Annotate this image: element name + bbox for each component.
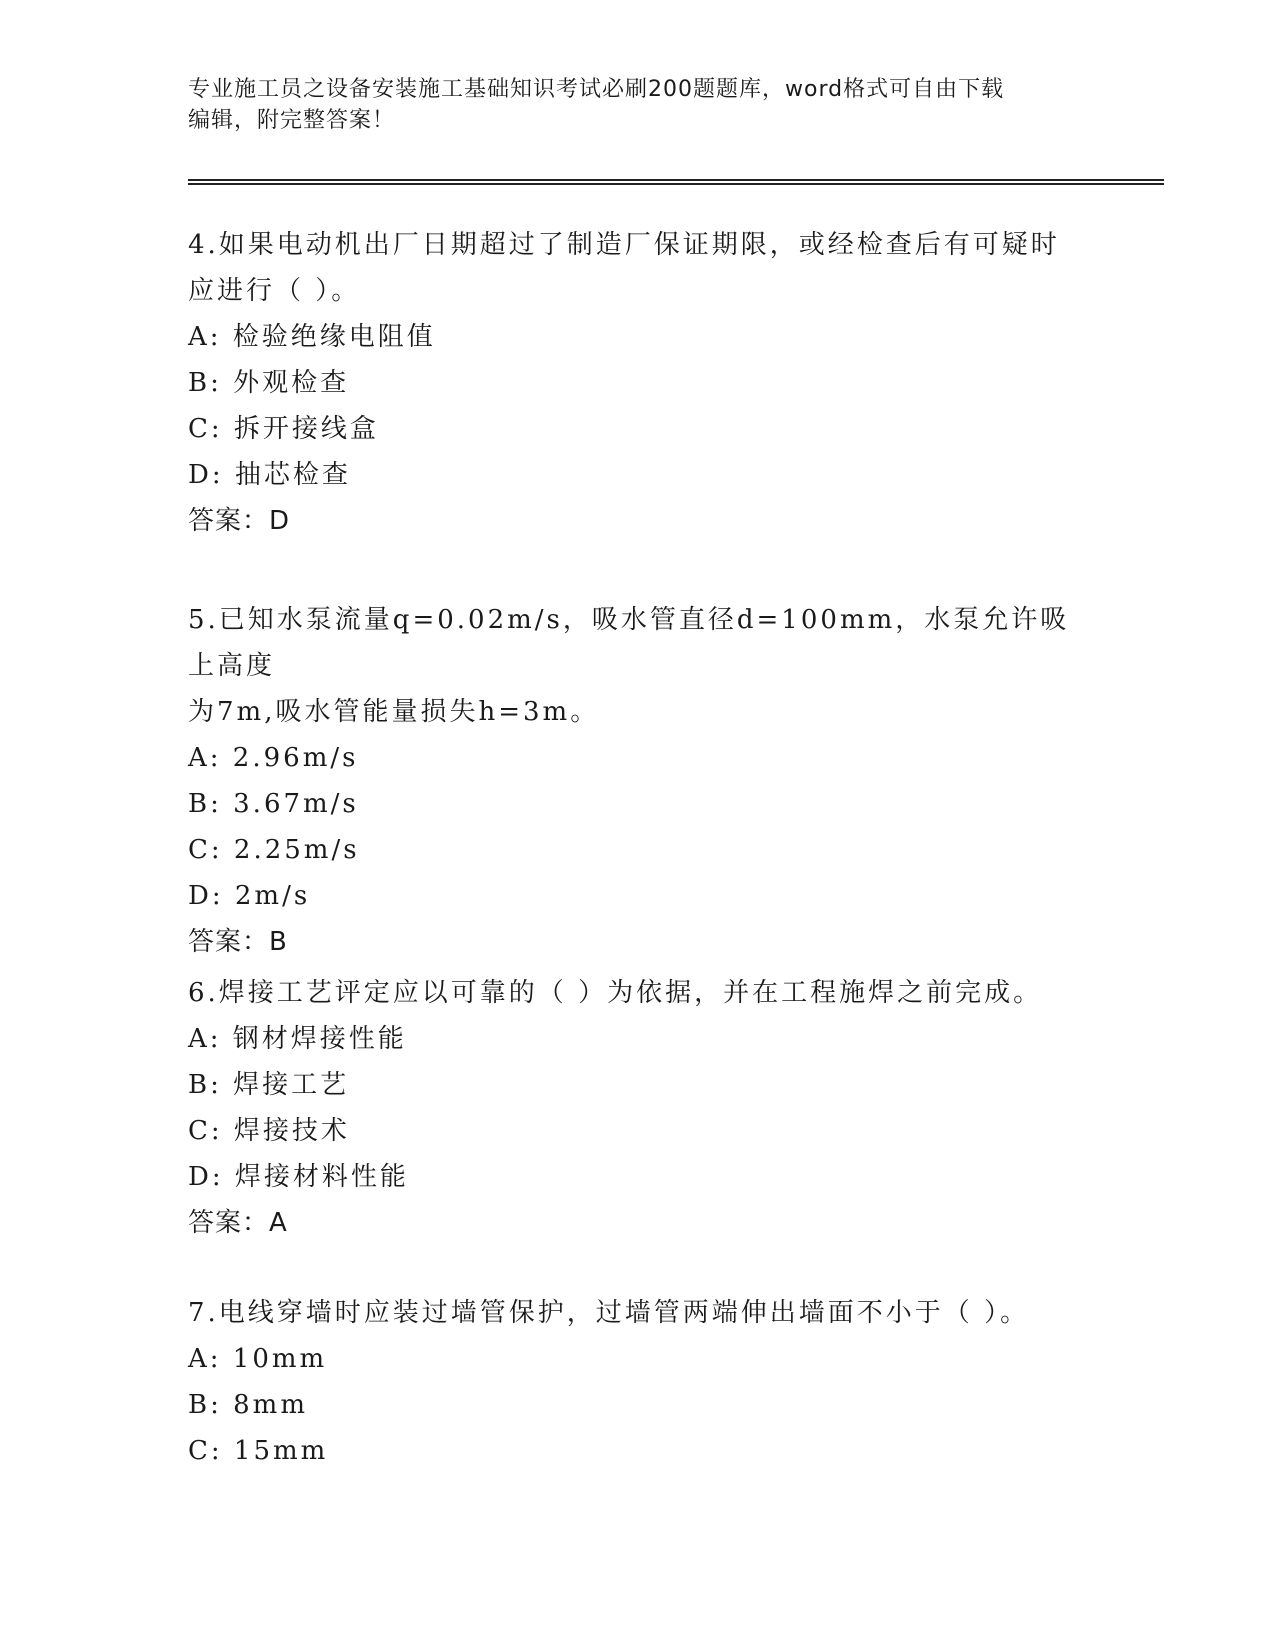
header-line-1: 专业施工员之设备安装施工基础知识考试必刷200题题库，word格式可自由下载 [188, 77, 1005, 102]
header-divider [188, 179, 1164, 185]
option-b: B: 3.67m/s [188, 789, 359, 819]
option-c: C: 2.25m/s [188, 835, 360, 865]
option-b: B: 8mm [188, 1390, 308, 1420]
question-4 [188, 222, 1088, 544]
question-stem: 5.已知水泵流量q=0.02m/s，吸水管直径d=100mm，水泵允许吸上高度 [188, 605, 1070, 681]
question-stem: 4.如果电动机出厂日期超过了制造厂保证期限，或经检查后有可疑时 [188, 230, 1060, 260]
option-d: D: 抽芯检查 [188, 460, 351, 490]
option-a: A: 检验绝缘电阻值 [188, 322, 436, 352]
question-stem: 6.焊接工艺评定应以可靠的（ ）为依据，并在工程施焊之前完成。 [188, 978, 1043, 1008]
question-stem: 7.电线穿墙时应装过墙管保护，过墙管两端伸出墙面不小于（ ）。 [188, 1298, 1030, 1328]
answer-label: 答案：A [188, 1208, 288, 1238]
option-c: C: 焊接技术 [188, 1116, 350, 1146]
question-6 [188, 970, 1088, 1246]
option-a: A: 10mm [188, 1344, 328, 1374]
option-b: B: 外观检查 [188, 368, 350, 398]
option-c: C: 拆开接线盒 [188, 414, 379, 444]
option-a: A: 2.96m/s [188, 743, 359, 773]
question-stem-continued: 应进行（ ）。 [188, 276, 361, 306]
header-line-2: 编辑，附完整答案！ [188, 108, 396, 133]
option-b: B: 焊接工艺 [188, 1070, 350, 1100]
question-7 [188, 1290, 1088, 1474]
answer-label: 答案：B [188, 927, 288, 957]
question-stem-continued: 为7m,吸水管能量损失h=3m。 [188, 697, 600, 727]
option-c: C: 15mm [188, 1436, 329, 1466]
question-5 [188, 597, 1088, 965]
answer-label: 答案：D [188, 506, 291, 536]
document-header [188, 74, 1088, 136]
option-a: A: 钢材焊接性能 [188, 1024, 407, 1054]
option-d: D: 2m/s [188, 881, 311, 911]
option-d: D: 焊接材料性能 [188, 1162, 409, 1192]
